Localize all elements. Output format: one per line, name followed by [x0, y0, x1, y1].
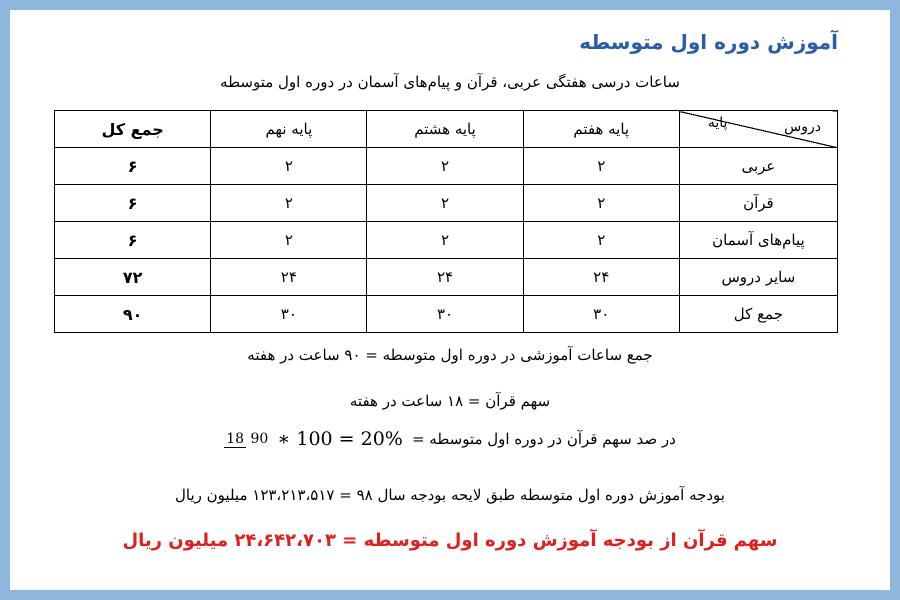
- hours-table: [54, 110, 838, 333]
- cell-grade-7: ۲: [523, 185, 679, 222]
- corner-label-grade: پایه: [707, 115, 728, 131]
- quran-budget-share: سهم قرآن از بودجه آموزش دوره اول متوسطه = ۲۴،۶۴۲،۷۰۳ میلیون ریال: [122, 530, 778, 551]
- table-caption: ساعات درسی هفتگی عربی، قرآن و پیام‌های آسمان در دوره اول متوسطه: [220, 73, 680, 91]
- row-label: سایر دروس: [679, 259, 837, 296]
- row-label: عربی: [679, 148, 837, 185]
- header-grade-8: پایه هشتم: [367, 111, 523, 148]
- table-row: [55, 259, 838, 296]
- table-header-row: [55, 111, 838, 148]
- cell-grade-8: ۲: [367, 222, 523, 259]
- header-total: جمع کل: [55, 111, 211, 148]
- cell-total: ۹۰: [55, 296, 211, 333]
- cell-total: ۷۲: [55, 259, 211, 296]
- cell-total: ۶: [55, 148, 211, 185]
- cell-grade-9: ۲: [211, 185, 367, 222]
- row-label: پیام‌های آسمان: [679, 222, 837, 259]
- total-hours-line: جمع ساعات آموزشی در دوره اول متوسطه = ۹۰ ساعت در هفته: [247, 346, 653, 364]
- cell-grade-7: ۲: [523, 222, 679, 259]
- table-row: [55, 296, 838, 333]
- cell-grade-9: ۲۴: [211, 259, 367, 296]
- row-label: قرآن: [679, 185, 837, 222]
- table-row: [55, 222, 838, 259]
- table-row: [55, 185, 838, 222]
- cell-grade-7: ۲۴: [523, 259, 679, 296]
- cell-grade-9: ۲: [211, 148, 367, 185]
- corner-cell: [679, 111, 837, 148]
- fraction: [224, 431, 268, 448]
- formula-label: در صد سهم قرآن در دوره اول متوسطه =: [411, 430, 676, 448]
- header-grade-7: پایه هفتم: [523, 111, 679, 148]
- cell-grade-8: ۳۰: [367, 296, 523, 333]
- cell-grade-7: ۲: [523, 148, 679, 185]
- cell-grade-8: ۲: [367, 148, 523, 185]
- cell-grade-7: ۳۰: [523, 296, 679, 333]
- page-title: آموزش دوره اول متوسطه: [579, 30, 838, 54]
- budget-line: بودجه آموزش دوره اول متوسطه طبق لایحه بودجه سال ۹۸ = ۱۲۳،۲۱۳،۵۱۷ میلیون ریال: [175, 486, 725, 504]
- fraction-numerator: 18: [226, 430, 245, 447]
- cell-grade-8: ۲: [367, 185, 523, 222]
- cell-grade-8: ۲۴: [367, 259, 523, 296]
- formula-expression: ∗ 100 = 20%: [277, 428, 403, 450]
- table-row: [55, 148, 838, 185]
- corner-label-subjects: دروس: [784, 119, 821, 135]
- quran-hours-line: سهم قرآن = ۱۸ ساعت در هفته: [349, 392, 551, 410]
- cell-grade-9: ۳۰: [211, 296, 367, 333]
- cell-total: ۶: [55, 222, 211, 259]
- header-grade-9: پایه نهم: [211, 111, 367, 148]
- fraction-denominator: 90: [250, 430, 269, 447]
- cell-grade-9: ۲: [211, 222, 367, 259]
- row-label: جمع کل: [679, 296, 837, 333]
- percentage-formula: [0, 428, 900, 450]
- cell-total: ۶: [55, 185, 211, 222]
